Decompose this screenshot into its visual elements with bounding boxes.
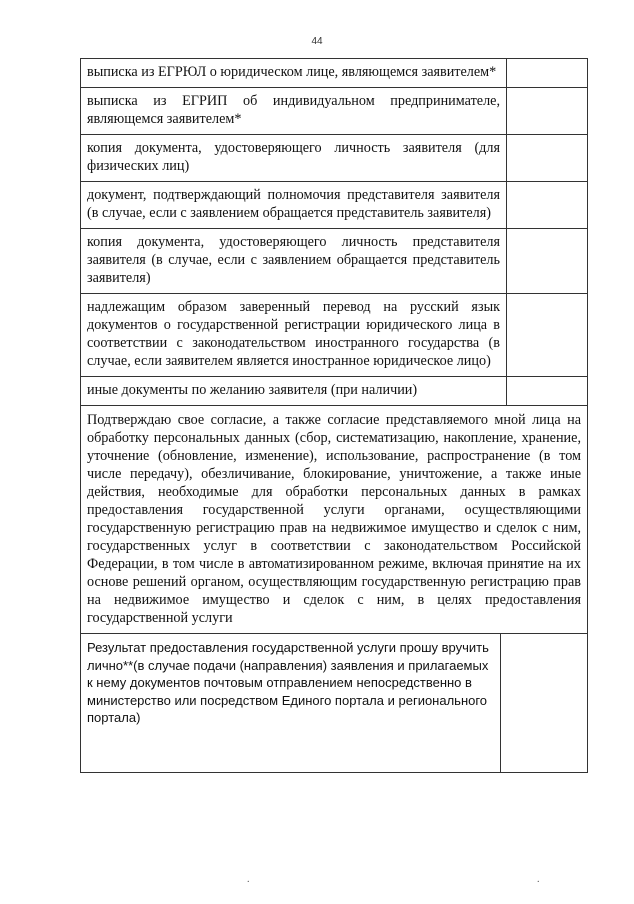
result-delivery-label: Результат предоставления государственной услуги прошу вручить лично**(в случае подачи (направления) заявления и прилагаемых к нему документов почтовым отправлением непосредственно в министерство или посредством Единого портала и регионального портала) <box>81 634 501 772</box>
document-row-label: выписка из ЕГРЮЛ о юридическом лице, являющемся заявителем* <box>81 59 507 87</box>
document-row-representative-id-copy <box>81 229 587 294</box>
result-delivery-row <box>81 634 587 773</box>
scan-mark: . <box>247 874 250 885</box>
document-row-label: надлежащим образом заверенный перевод на русский язык документов о государственной регистрации юридического лица в соответствии с законодательством иностранного государства (в случае, если заявителем является иностранное юридическое лицо) <box>81 294 507 376</box>
documents-form-table <box>80 58 588 773</box>
page-number: 44 <box>311 36 323 47</box>
document-row-checkbox-cell[interactable] <box>507 294 587 376</box>
document-row-label: иные документы по желанию заявителя (при наличии) <box>81 377 507 405</box>
document-row-label: копия документа, удостоверяющего личность заявителя (для физических лиц) <box>81 135 507 181</box>
document-row-label: документ, подтверждающий полномочия представителя заявителя (в случае, если с заявлением обращается представитель заявителя) <box>81 182 507 228</box>
document-row-label: копия документа, удостоверяющего личность представителя заявителя (в случае, если с заявлением обращается представитель заявителя) <box>81 229 507 293</box>
document-row-other-documents <box>81 377 587 406</box>
document-row-representative-authority <box>81 182 587 229</box>
document-row-applicant-id-copy <box>81 135 587 182</box>
document-row-checkbox-cell[interactable] <box>507 88 587 134</box>
document-row-label: выписка из ЕГРИП об индивидуальном предпринимателе, являющемся заявителем* <box>81 88 507 134</box>
document-row-checkbox-cell[interactable] <box>507 182 587 228</box>
document-row-checkbox-cell[interactable] <box>507 377 587 405</box>
result-delivery-checkbox-cell[interactable] <box>501 634 587 772</box>
document-row-checkbox-cell[interactable] <box>507 59 587 87</box>
scan-mark: . <box>537 874 540 885</box>
document-row-egrip <box>81 88 587 135</box>
document-row-checkbox-cell[interactable] <box>507 229 587 293</box>
document-row-egrul <box>81 59 587 88</box>
personal-data-consent-text: Подтверждаю свое согласие, а также согласие представляемого мной лица на обработку персональных данных (сбор, систематизацию, накопление, хранение, уточнение (обновление, изменение), использование, распространение (в том числе передачу), обезличивание, блокирование, уничтожение, а также иные действия, необходимые для обработки персональных данных в рамках предоставления государственной услуги органами, осуществляющими государственную регистрацию прав на недвижимое имущество и сделок с ним, государственных услуг в соответствии с законодательством Российской Федерации, в том числе в автоматизированном режиме, включая принятие на их основе решений органом, осуществляющим государственную регистрацию прав на недвижимое имущество и сделок с ним, в целях предоставления государственной услуги <box>81 406 587 634</box>
document-row-checkbox-cell[interactable] <box>507 135 587 181</box>
document-row-translation <box>81 294 587 377</box>
